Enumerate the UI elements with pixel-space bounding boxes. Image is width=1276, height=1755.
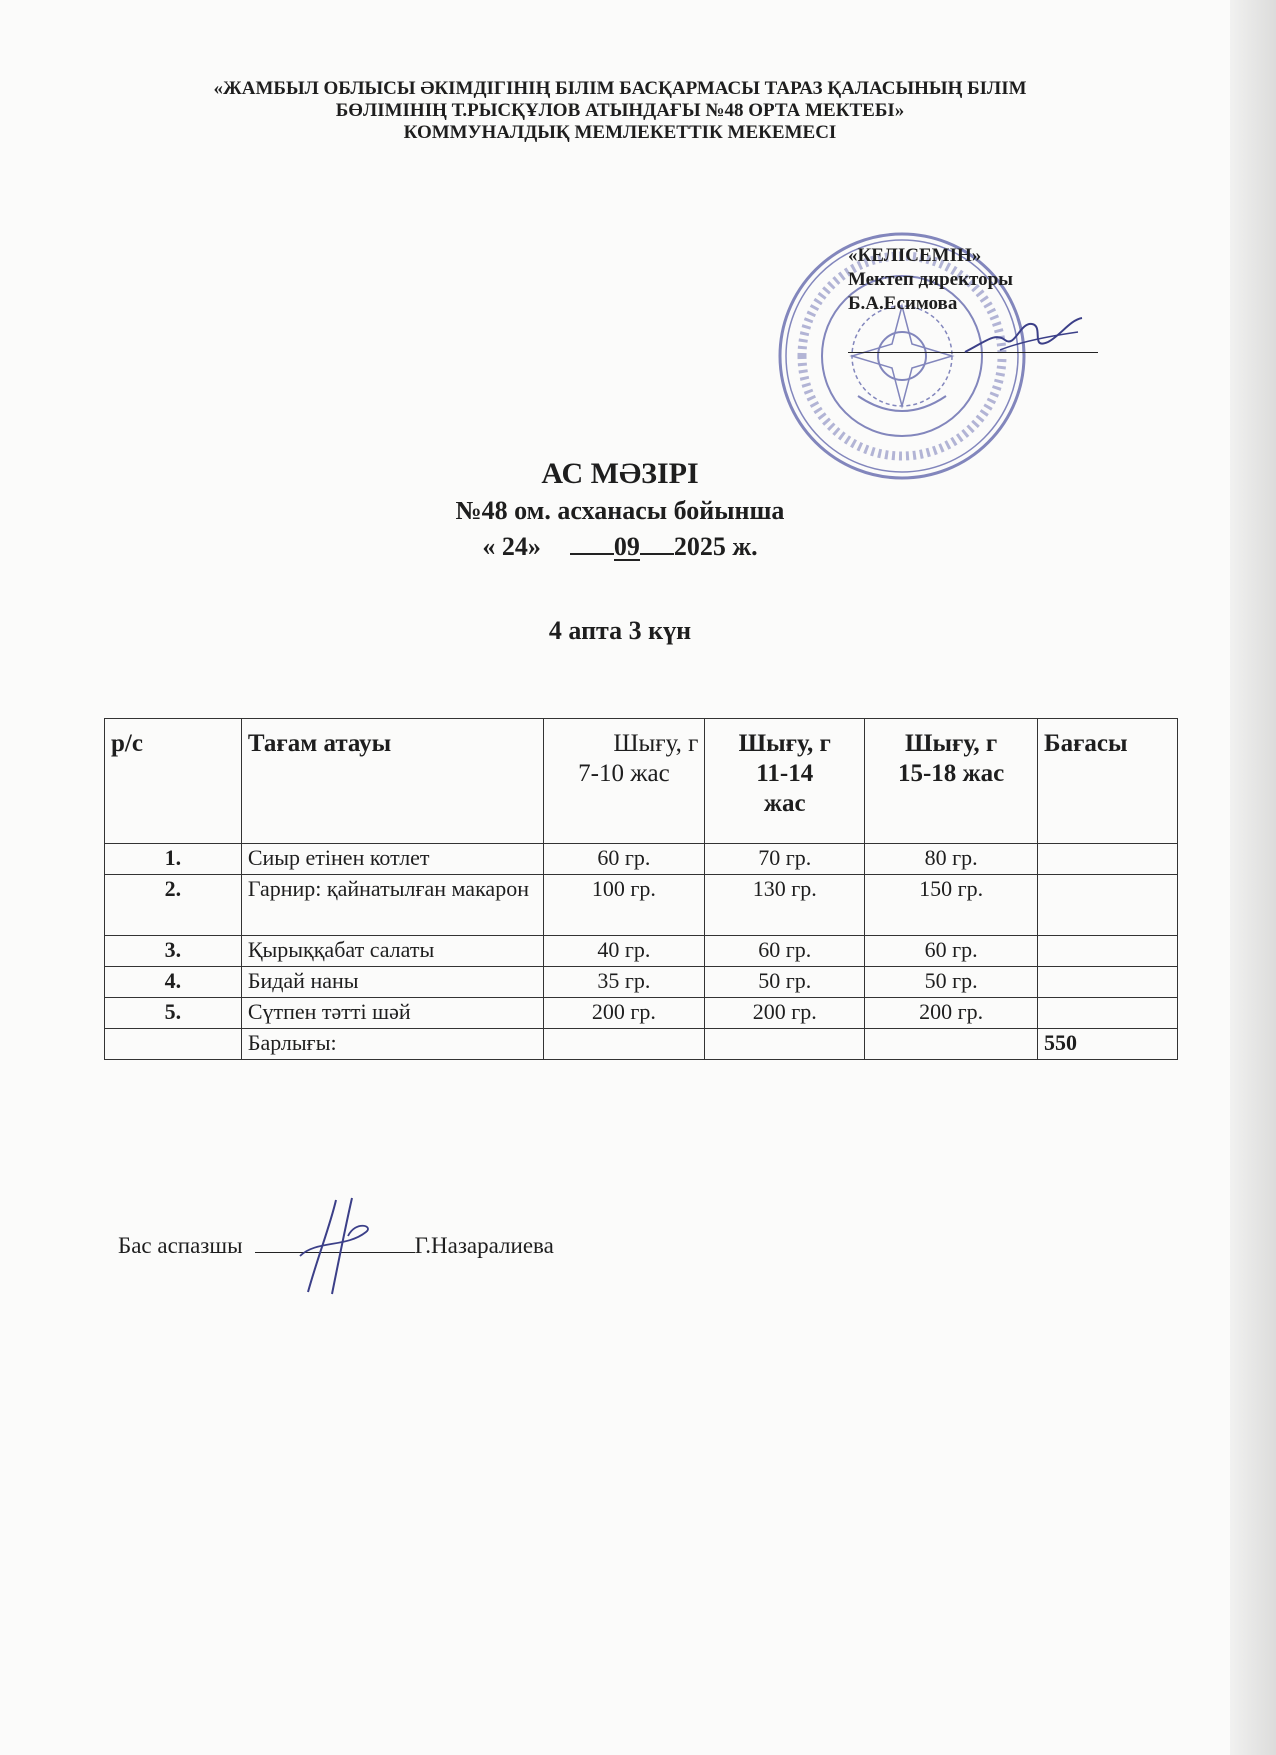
row-number: 5. <box>105 998 242 1029</box>
scan-edge <box>1230 0 1276 1755</box>
approval-title: «КЕЛІСЕМІН» <box>848 245 982 266</box>
dish-name: Қырыққабат салаты <box>241 936 543 967</box>
col-header-age-15-18 <box>865 719 1038 844</box>
date-day: « 24» <box>482 532 541 561</box>
col-header-age-15-18-line2: 15-18 жас <box>897 760 1005 787</box>
portion-11-14: 200 гр. <box>705 998 865 1029</box>
col-header-age-11-14-line2: 11-14 <box>756 760 814 787</box>
col-header-age-7-10-line1: Шығу, г <box>613 730 699 757</box>
dish-name: Гарнир: қайнатылған макарон <box>241 875 543 936</box>
table-row <box>105 844 1178 875</box>
row-number: 3. <box>105 936 242 967</box>
row-number: 2. <box>105 875 242 936</box>
portion-7-10: 60 гр. <box>543 844 705 875</box>
table-row <box>105 998 1178 1029</box>
col-header-age-15-18-line1: Шығу, г <box>905 730 998 757</box>
col-header-age-11-14 <box>705 719 865 844</box>
portion-11-14: 60 гр. <box>705 936 865 967</box>
portion-7-10: 200 гр. <box>543 998 705 1029</box>
approval-name: Б.А.Есимова <box>848 293 958 314</box>
week-day: 4 апта 3 күн <box>548 616 692 645</box>
portion-15-18: 80 гр. <box>865 844 1038 875</box>
portion-7-10: 100 гр. <box>543 875 705 936</box>
total-empty-cell <box>105 1029 242 1060</box>
col-header-age-7-10 <box>543 719 705 844</box>
menu-subtitle: №48 ом. асханасы бойынша <box>455 496 785 525</box>
institution-header <box>110 78 1130 144</box>
total-label: Барлығы: <box>241 1029 543 1060</box>
col-header-age-11-14-line1: Шығу, г <box>738 730 831 757</box>
menu-table <box>104 718 1178 1060</box>
dish-name: Сиыр етінен котлет <box>241 844 543 875</box>
col-header-number: р/с <box>105 719 242 844</box>
col-header-age-11-14-line3: жас <box>763 790 806 817</box>
col-header-dish: Тағам атауы <box>241 719 543 844</box>
approval-block <box>848 244 1108 316</box>
menu-date <box>120 529 1120 565</box>
chef-role: Бас аспазшы <box>118 1233 243 1258</box>
total-empty-cell <box>543 1029 705 1060</box>
date-year: 2025 ж. <box>673 532 758 561</box>
table-row <box>105 967 1178 998</box>
chef-signature <box>296 1196 376 1298</box>
portion-11-14: 130 гр. <box>705 875 865 936</box>
header-line-2: БӨЛІМІНІҢ Т.РЫСҚҰЛОВ АТЫНДАҒЫ №48 ОРТА МЕКТЕБІ» <box>335 100 905 121</box>
dish-name: Бидай наны <box>241 967 543 998</box>
table-row <box>105 875 1178 936</box>
col-header-price: Бағасы <box>1038 719 1178 844</box>
total-empty-cell <box>865 1029 1038 1060</box>
row-number: 4. <box>105 967 242 998</box>
date-month: 09 <box>613 532 640 561</box>
dish-name: Сүтпен тәтті шәй <box>241 998 543 1029</box>
total-empty-cell <box>705 1029 865 1060</box>
portion-7-10: 35 гр. <box>543 967 705 998</box>
total-price: 550 <box>1038 1029 1178 1060</box>
price-cell <box>1038 875 1178 936</box>
table-row <box>105 936 1178 967</box>
price-cell <box>1038 998 1178 1029</box>
price-cell <box>1038 936 1178 967</box>
portion-15-18: 50 гр. <box>865 967 1038 998</box>
table-total-row <box>105 1029 1178 1060</box>
header-line-1: «ЖАМБЫЛ ОБЛЫСЫ ӘКІМДІГІНІҢ БІЛІМ БАСҚАРМАСЫ ТАРАЗ ҚАЛАСЫНЫҢ БІЛІМ <box>213 78 1027 99</box>
price-cell <box>1038 967 1178 998</box>
col-header-age-7-10-line2: 7-10 жас <box>578 760 670 787</box>
price-cell <box>1038 844 1178 875</box>
chef-name: Г.Назаралиева <box>414 1233 554 1258</box>
portion-15-18: 200 гр. <box>865 998 1038 1029</box>
menu-title: АС МӘЗІРІ <box>541 457 699 490</box>
portion-15-18: 150 гр. <box>865 875 1038 936</box>
menu-title-block <box>120 455 1120 649</box>
portion-15-18: 60 гр. <box>865 936 1038 967</box>
portion-7-10: 40 гр. <box>543 936 705 967</box>
approval-position: Мектеп директоры <box>848 269 1014 290</box>
director-signature <box>960 312 1090 362</box>
date-blank-1 <box>570 553 614 555</box>
table-header-row <box>105 719 1178 844</box>
header-line-3: КОММУНАЛДЫҚ МЕМЛЕКЕТТІК МЕКЕМЕСІ <box>403 122 837 143</box>
date-blank-2 <box>640 553 674 555</box>
portion-11-14: 70 гр. <box>705 844 865 875</box>
row-number: 1. <box>105 844 242 875</box>
portion-11-14: 50 гр. <box>705 967 865 998</box>
